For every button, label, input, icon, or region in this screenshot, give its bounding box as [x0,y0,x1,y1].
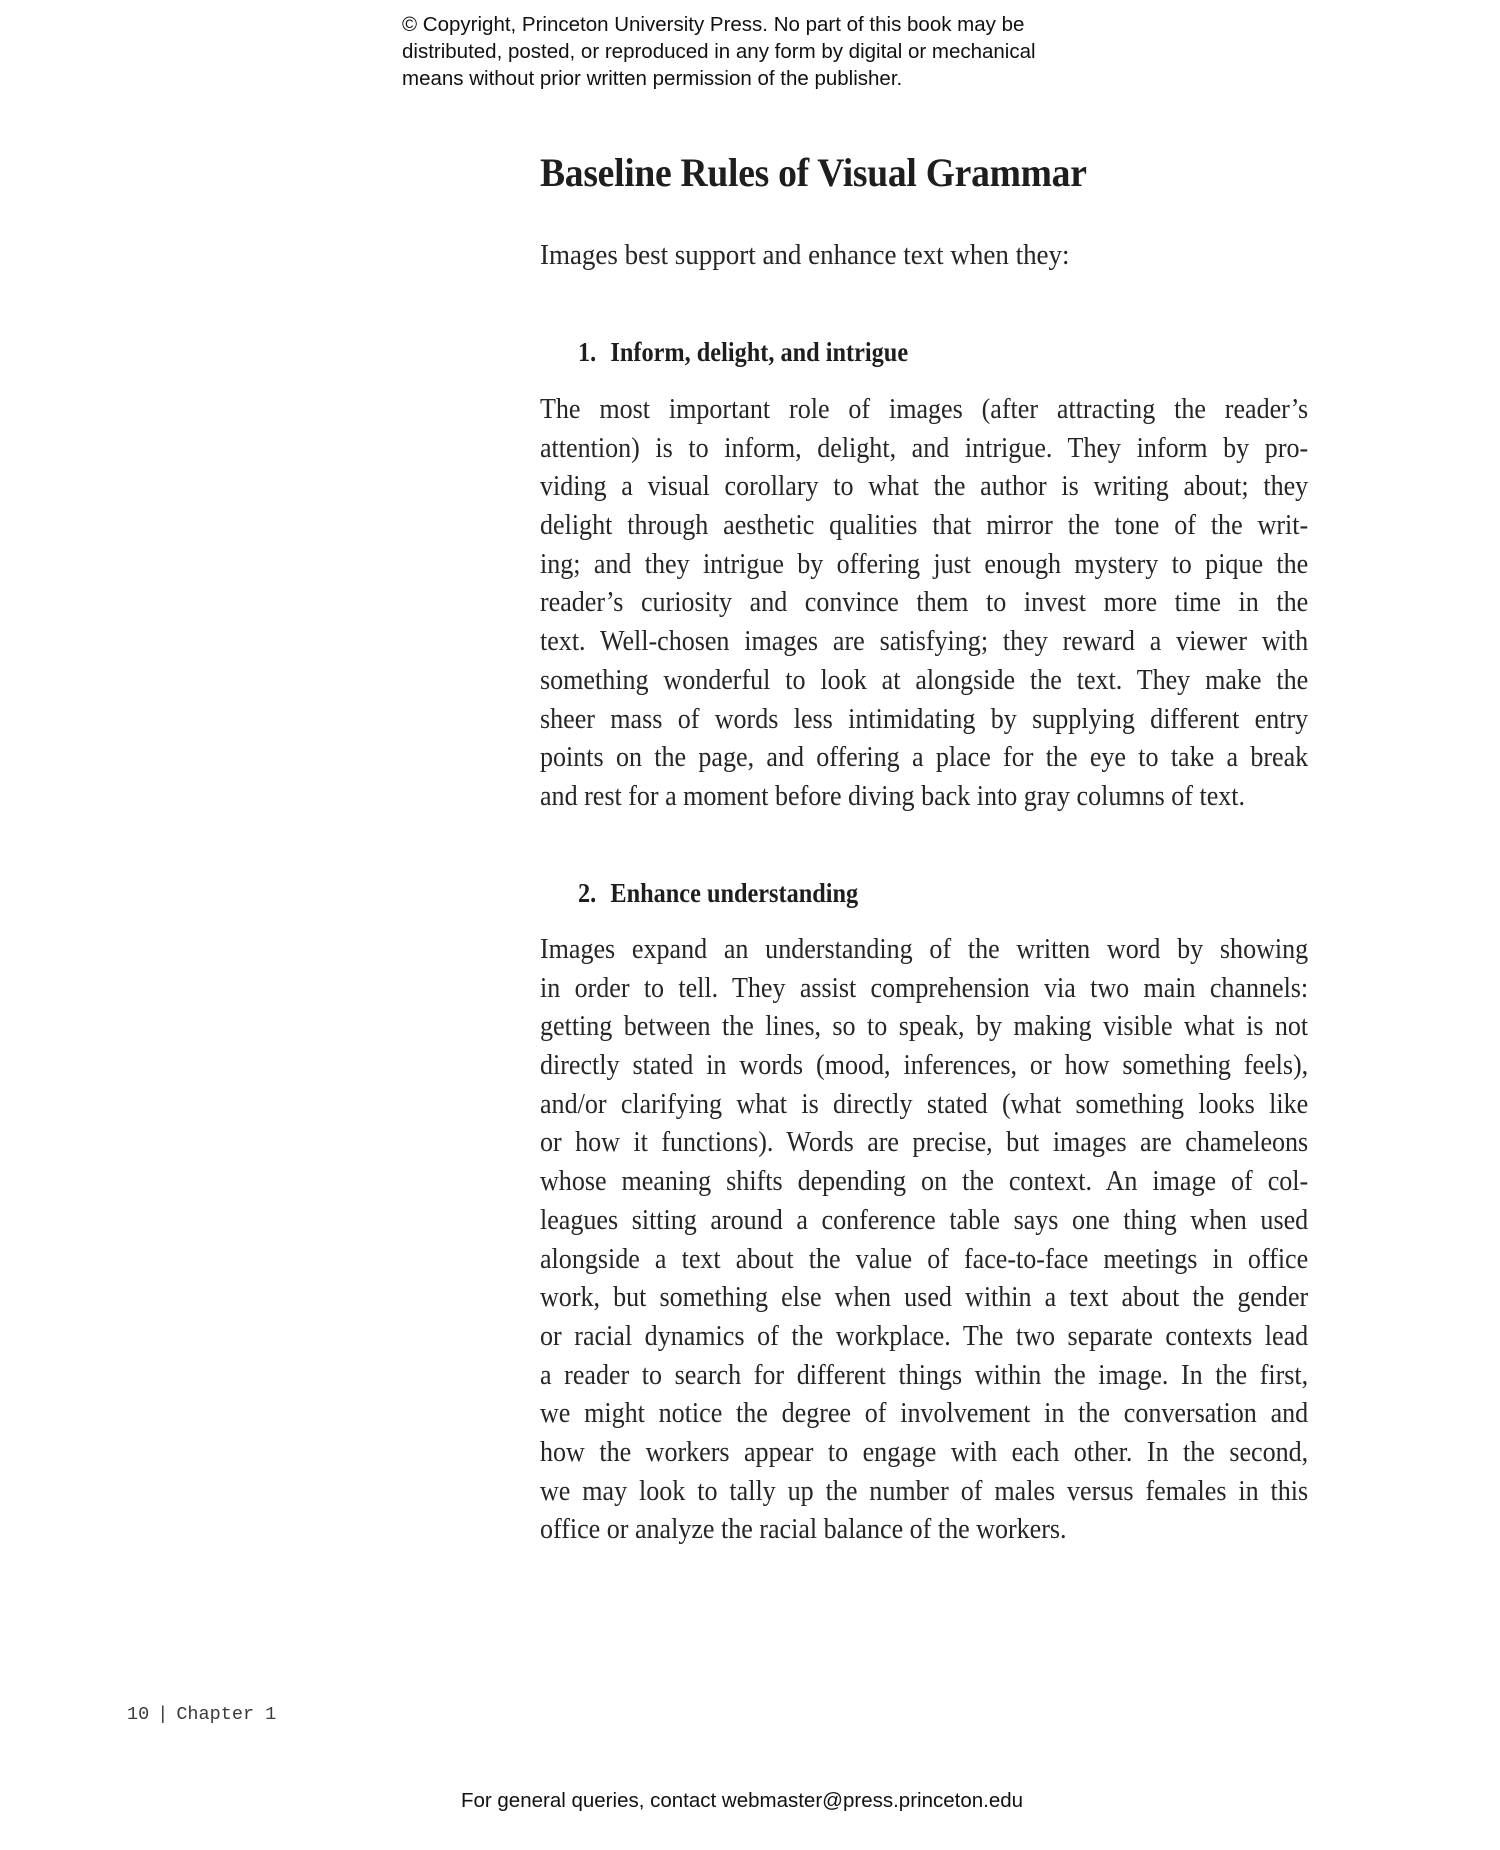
text-line: reader’s curiosity and convince them to invest more time in the [540,587,1309,619]
text-line: something wonderful to look at alongside the text. They make the [540,664,1309,696]
text-line: a reader to search for different things within the image. In the first, [540,1359,1309,1391]
text-line: delight through aesthetic qualities that mirror the tone of the writ- [540,510,1309,542]
intro-text: Images best support and enhance text when they: [540,239,1070,271]
text-line: how the workers appear to engage with each other. In the second, [540,1436,1309,1468]
section-title: Enhance understanding [610,878,859,908]
section-heading-2 [578,876,858,910]
copyright-line: © Copyright, Princeton University Press. No part of this book may be [402,13,1025,36]
section-number: 1. [578,337,597,367]
text-line: directly stated in words (mood, inferences, or how something feels), [540,1050,1309,1082]
section-title: Inform, delight, and intrigue [610,337,909,367]
folio-separator: | [157,1704,169,1725]
text-line: we might notice the degree of involvement in the conversation and [540,1398,1309,1430]
text-line: points on the page, and offering a place for the eye to take a break [540,742,1309,774]
text-line: and rest for a moment before diving back into gray columns of text. [540,780,1246,812]
text-line: work, but something else when used within a text about the gender [540,1282,1309,1314]
text-line: and/or clarifying what is directly stated (what something looks like [540,1088,1309,1120]
text-line: viding a visual corollary to what the author is writing about; they [540,471,1309,503]
text-line: alongside a text about the value of face-to-face meetings in office [540,1243,1309,1275]
text-line: sheer mass of words less intimidating by supplying different entry [540,703,1309,735]
page-title: Baseline Rules of Visual Grammar [540,150,1087,195]
section-heading-1 [578,335,908,369]
text-line: in order to tell. They assist comprehension via two main channels: [540,972,1309,1004]
chapter-label: Chapter 1 [176,1704,277,1725]
text-line: we may look to tally up the number of males versus females in this [540,1475,1309,1507]
page-number: 10 [127,1704,150,1725]
text-line: Images expand an understanding of the written word by showing [540,934,1309,965]
text-line: The most important role of images (after attracting the reader’s [540,394,1309,425]
section-2-paragraph [540,931,1308,1550]
copyright-line: means without prior written permission of the publisher. [402,67,903,90]
copyright-notice [402,11,1122,92]
text-line: or racial dynamics of the workplace. The two separate contexts lead [540,1320,1309,1352]
text-line: getting between the lines, so to speak, by making visible what is not [540,1011,1309,1043]
text-line: attention) is to inform, delight, and intrigue. They inform by pro- [540,432,1309,464]
text-line: text. Well-chosen images are satisfying; they reward a viewer with [540,626,1309,658]
page-folio [127,1703,276,1727]
text-line: office or analyze the racial balance of the workers. [540,1514,1067,1546]
copyright-line: distributed, posted, or reproduced in any form by digital or mechanical [402,40,1036,63]
text-line: whose meaning shifts depending on the context. An image of col- [540,1166,1309,1198]
contact-notice: For general queries, contact webmaster@press.princeton.edu [460,1789,1024,1812]
section-number: 2. [578,878,597,908]
text-line: or how it functions). Words are precise, but images are chameleons [540,1127,1309,1159]
section-1-paragraph [540,391,1308,817]
text-line: ing; and they intrigue by offering just enough mystery to pique the [540,548,1309,580]
text-line: leagues sitting around a conference table says one thing when used [540,1204,1309,1236]
